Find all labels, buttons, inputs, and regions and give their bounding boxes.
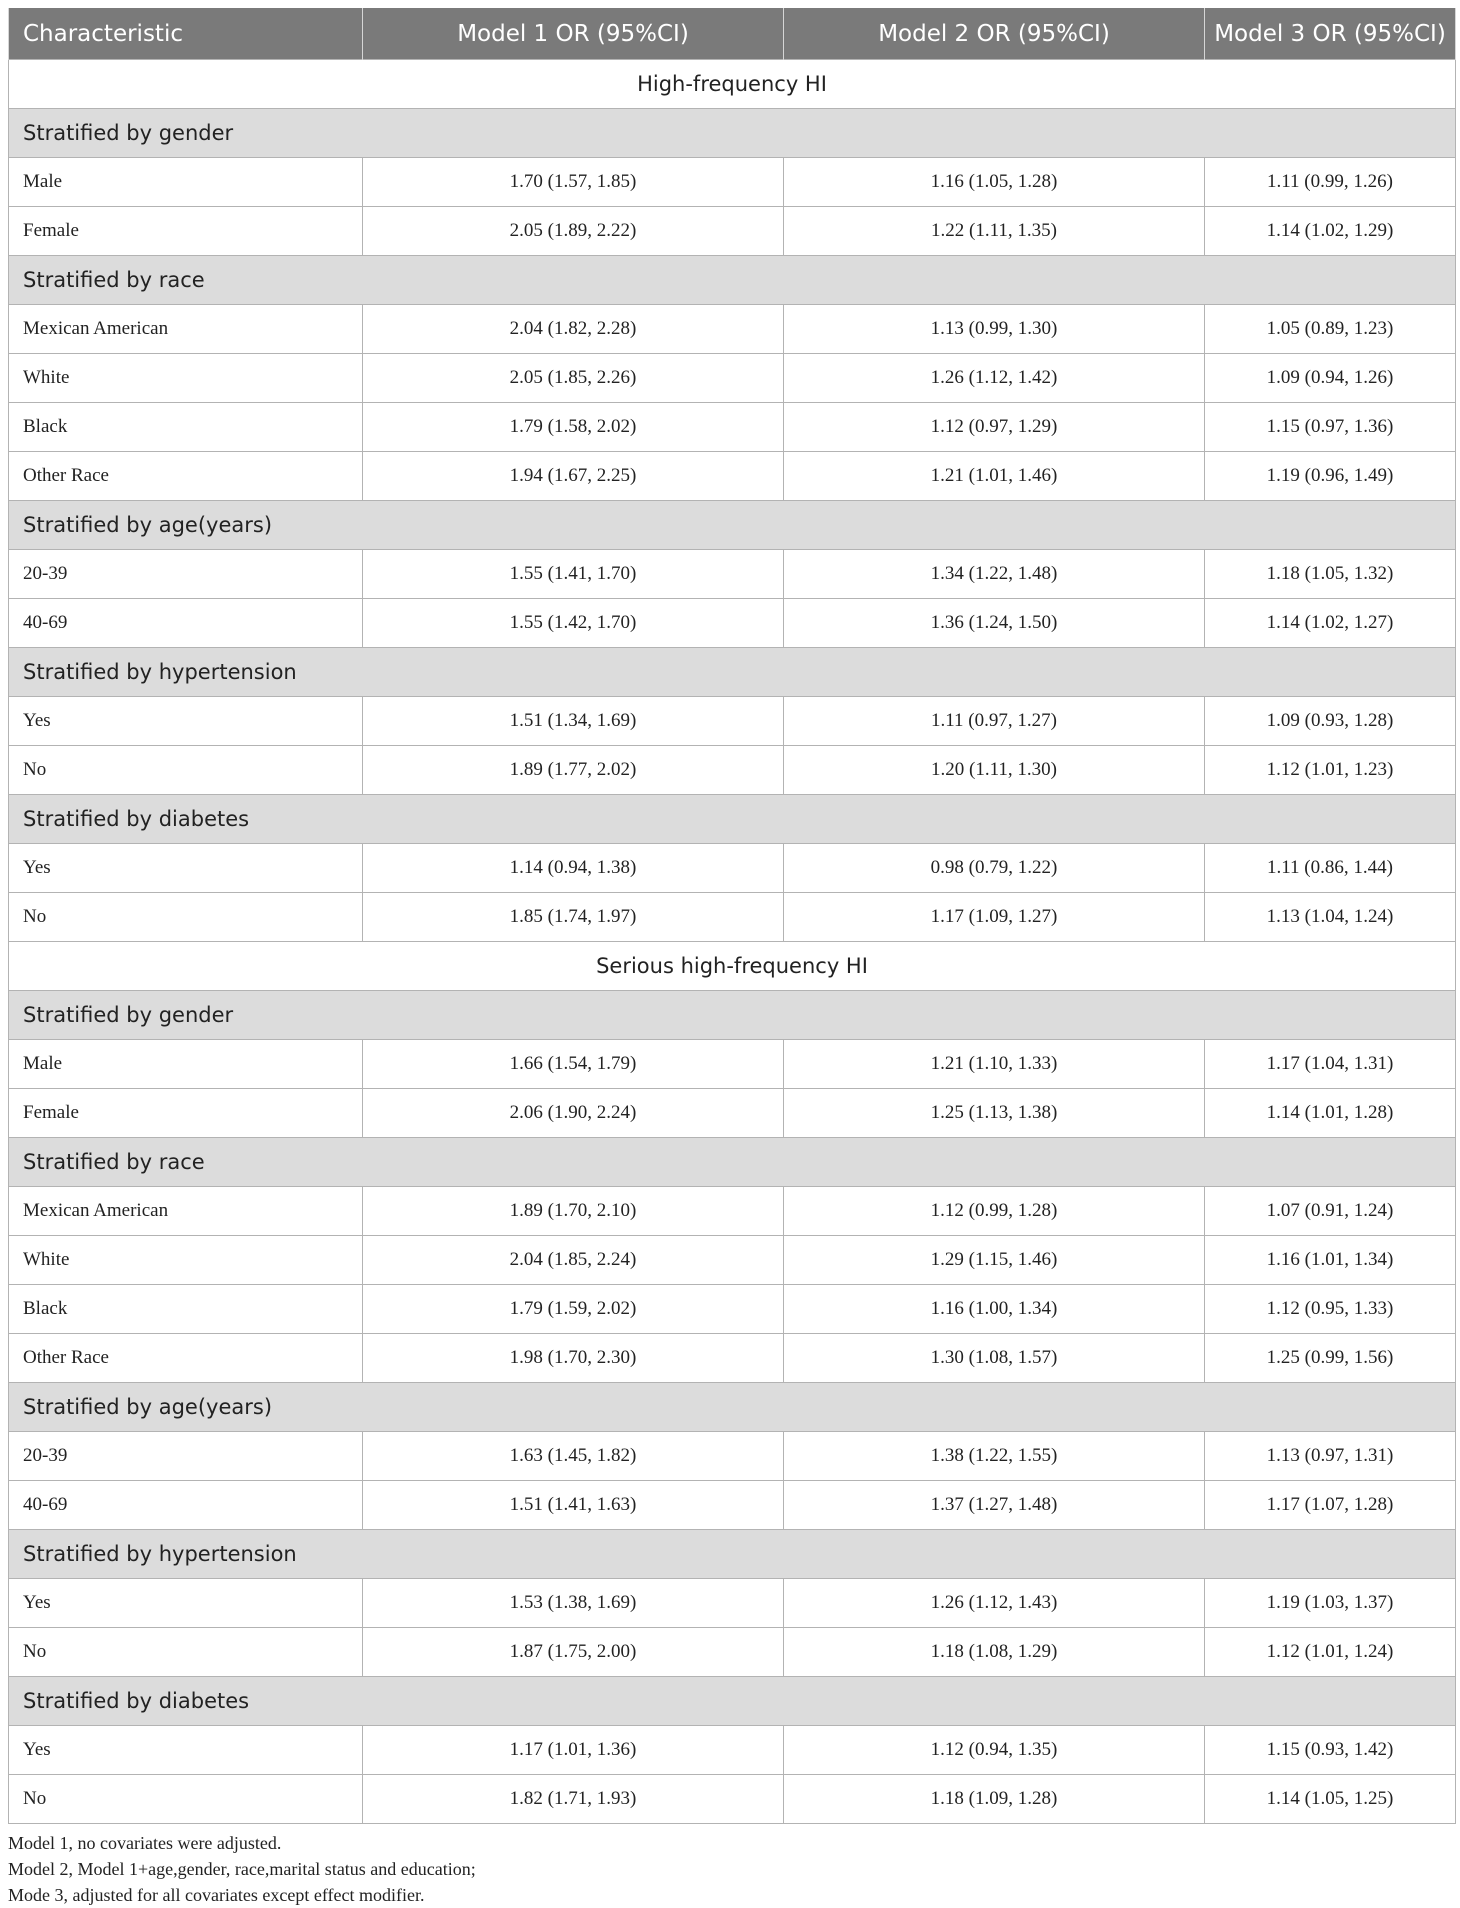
row-label: White (9, 1236, 363, 1285)
model-2-value: 1.16 (1.05, 1.28) (784, 158, 1205, 207)
model-1-value: 1.94 (1.67, 2.25) (363, 452, 784, 501)
header-model-2: Model 2 OR (95%CI) (784, 8, 1205, 60)
section-row (9, 942, 1456, 991)
model-1-value: 1.51 (1.34, 1.69) (363, 697, 784, 746)
table-row (9, 1628, 1456, 1677)
model-2-value: 1.30 (1.08, 1.57) (784, 1334, 1205, 1383)
section-row (9, 60, 1456, 109)
row-label: Female (9, 207, 363, 256)
table-row (9, 599, 1456, 648)
model-1-value: 2.05 (1.89, 2.22) (363, 207, 784, 256)
table-row (9, 697, 1456, 746)
row-label: Female (9, 1089, 363, 1138)
model-2-value: 1.37 (1.27, 1.48) (784, 1481, 1205, 1530)
group-label: Stratified by hypertension (9, 648, 1456, 697)
model-2-value: 1.13 (0.99, 1.30) (784, 305, 1205, 354)
model-2-value: 1.18 (1.08, 1.29) (784, 1628, 1205, 1677)
group-row (9, 1138, 1456, 1187)
model-1-value: 1.79 (1.58, 2.02) (363, 403, 784, 452)
table-row (9, 1481, 1456, 1530)
table-container (8, 8, 1455, 1908)
model-3-value: 1.05 (0.89, 1.23) (1205, 305, 1456, 354)
model-2-value: 1.11 (0.97, 1.27) (784, 697, 1205, 746)
model-3-value: 1.14 (1.02, 1.27) (1205, 599, 1456, 648)
model-3-value: 1.14 (1.01, 1.28) (1205, 1089, 1456, 1138)
table-header (9, 8, 1456, 60)
results-table (8, 8, 1456, 1824)
row-label: No (9, 746, 363, 795)
model-1-value: 1.89 (1.70, 2.10) (363, 1187, 784, 1236)
section-title: Serious high-frequency HI (9, 942, 1456, 991)
model-3-value: 1.15 (0.93, 1.42) (1205, 1726, 1456, 1775)
group-row (9, 795, 1456, 844)
group-label: Stratified by hypertension (9, 1530, 1456, 1579)
table-row (9, 1334, 1456, 1383)
model-1-value: 1.87 (1.75, 2.00) (363, 1628, 784, 1677)
model-1-value: 2.04 (1.85, 2.24) (363, 1236, 784, 1285)
row-label: Male (9, 158, 363, 207)
model-1-value: 1.70 (1.57, 1.85) (363, 158, 784, 207)
model-2-value: 1.26 (1.12, 1.43) (784, 1579, 1205, 1628)
row-label: No (9, 893, 363, 942)
group-row (9, 991, 1456, 1040)
row-label: Male (9, 1040, 363, 1089)
table-body (9, 60, 1456, 1824)
model-1-value: 2.06 (1.90, 2.24) (363, 1089, 784, 1138)
row-label: 40-69 (9, 1481, 363, 1530)
group-label: Stratified by age(years) (9, 501, 1456, 550)
model-2-value: 1.21 (1.01, 1.46) (784, 452, 1205, 501)
model-1-value: 1.79 (1.59, 2.02) (363, 1285, 784, 1334)
group-label: Stratified by race (9, 1138, 1456, 1187)
row-label: Black (9, 1285, 363, 1334)
group-label: Stratified by gender (9, 109, 1456, 158)
header-model-1: Model 1 OR (95%CI) (363, 8, 784, 60)
row-label: White (9, 354, 363, 403)
model-2-value: 1.17 (1.09, 1.27) (784, 893, 1205, 942)
model-2-value: 1.18 (1.09, 1.28) (784, 1775, 1205, 1824)
group-label: Stratified by age(years) (9, 1383, 1456, 1432)
model-3-value: 1.25 (0.99, 1.56) (1205, 1334, 1456, 1383)
model-2-value: 1.34 (1.22, 1.48) (784, 550, 1205, 599)
model-1-value: 1.55 (1.41, 1.70) (363, 550, 784, 599)
row-label: Mexican American (9, 305, 363, 354)
row-label: 40-69 (9, 599, 363, 648)
model-3-value: 1.09 (0.94, 1.26) (1205, 354, 1456, 403)
group-row (9, 1383, 1456, 1432)
model-2-value: 1.26 (1.12, 1.42) (784, 354, 1205, 403)
row-label: No (9, 1775, 363, 1824)
table-row (9, 1040, 1456, 1089)
model-2-value: 1.20 (1.11, 1.30) (784, 746, 1205, 795)
footnote: Model 1, no covariates were adjusted. (8, 1833, 282, 1853)
model-1-value: 1.63 (1.45, 1.82) (363, 1432, 784, 1481)
model-2-value: 1.25 (1.13, 1.38) (784, 1089, 1205, 1138)
model-2-value: 1.29 (1.15, 1.46) (784, 1236, 1205, 1285)
row-label: Yes (9, 844, 363, 893)
table-row (9, 1432, 1456, 1481)
group-row (9, 1677, 1456, 1726)
model-3-value: 1.11 (0.86, 1.44) (1205, 844, 1456, 893)
model-3-value: 1.17 (1.07, 1.28) (1205, 1481, 1456, 1530)
header-row (9, 8, 1456, 60)
table-row (9, 207, 1456, 256)
group-label: Stratified by race (9, 256, 1456, 305)
model-3-value: 1.09 (0.93, 1.28) (1205, 697, 1456, 746)
model-2-value: 1.12 (0.97, 1.29) (784, 403, 1205, 452)
table-row (9, 746, 1456, 795)
group-row (9, 256, 1456, 305)
table-row (9, 1285, 1456, 1334)
table-row (9, 305, 1456, 354)
row-label: Other Race (9, 452, 363, 501)
model-2-value: 1.38 (1.22, 1.55) (784, 1432, 1205, 1481)
model-3-value: 1.19 (0.96, 1.49) (1205, 452, 1456, 501)
model-3-value: 1.14 (1.02, 1.29) (1205, 207, 1456, 256)
model-2-value: 1.21 (1.10, 1.33) (784, 1040, 1205, 1089)
model-3-value: 1.19 (1.03, 1.37) (1205, 1579, 1456, 1628)
model-1-value: 1.98 (1.70, 2.30) (363, 1334, 784, 1383)
model-3-value: 1.12 (0.95, 1.33) (1205, 1285, 1456, 1334)
group-row (9, 501, 1456, 550)
model-1-value: 1.82 (1.71, 1.93) (363, 1775, 784, 1824)
model-1-value: 1.53 (1.38, 1.69) (363, 1579, 784, 1628)
row-label: Other Race (9, 1334, 363, 1383)
model-3-value: 1.12 (1.01, 1.23) (1205, 746, 1456, 795)
footnote: Model 2, Model 1+age,gender, race,marital status and education; (8, 1859, 476, 1879)
group-label: Stratified by gender (9, 991, 1456, 1040)
model-1-value: 1.51 (1.41, 1.63) (363, 1481, 784, 1530)
model-3-value: 1.13 (1.04, 1.24) (1205, 893, 1456, 942)
group-row (9, 648, 1456, 697)
model-3-value: 1.15 (0.97, 1.36) (1205, 403, 1456, 452)
model-3-value: 1.14 (1.05, 1.25) (1205, 1775, 1456, 1824)
table-row (9, 1089, 1456, 1138)
table-row (9, 1236, 1456, 1285)
group-label: Stratified by diabetes (9, 1677, 1456, 1726)
table-row (9, 550, 1456, 599)
header-model-3: Model 3 OR (95%CI) (1205, 8, 1456, 60)
model-3-value: 1.11 (0.99, 1.26) (1205, 158, 1456, 207)
row-label: Yes (9, 697, 363, 746)
row-label: No (9, 1628, 363, 1677)
row-label: 20-39 (9, 550, 363, 599)
row-label: Black (9, 403, 363, 452)
section-title: High-frequency HI (9, 60, 1456, 109)
model-3-value: 1.07 (0.91, 1.24) (1205, 1187, 1456, 1236)
model-3-value: 1.16 (1.01, 1.34) (1205, 1236, 1456, 1285)
model-3-value: 1.17 (1.04, 1.31) (1205, 1040, 1456, 1089)
model-1-value: 1.55 (1.42, 1.70) (363, 599, 784, 648)
group-row (9, 109, 1456, 158)
table-row (9, 1726, 1456, 1775)
model-2-value: 0.98 (0.79, 1.22) (784, 844, 1205, 893)
row-label: Mexican American (9, 1187, 363, 1236)
model-3-value: 1.12 (1.01, 1.24) (1205, 1628, 1456, 1677)
model-3-value: 1.18 (1.05, 1.32) (1205, 550, 1456, 599)
model-2-value: 1.12 (0.99, 1.28) (784, 1187, 1205, 1236)
row-label: Yes (9, 1579, 363, 1628)
table-row (9, 354, 1456, 403)
model-3-value: 1.13 (0.97, 1.31) (1205, 1432, 1456, 1481)
group-label: Stratified by diabetes (9, 795, 1456, 844)
group-row (9, 1530, 1456, 1579)
table-row (9, 1579, 1456, 1628)
table-row (9, 403, 1456, 452)
table-row (9, 844, 1456, 893)
model-1-value: 1.89 (1.77, 2.02) (363, 746, 784, 795)
model-2-value: 1.12 (0.94, 1.35) (784, 1726, 1205, 1775)
header-characteristic: Characteristic (9, 8, 363, 60)
row-label: 20-39 (9, 1432, 363, 1481)
table-row (9, 1775, 1456, 1824)
row-label: Yes (9, 1726, 363, 1775)
model-2-value: 1.22 (1.11, 1.35) (784, 207, 1205, 256)
model-1-value: 1.14 (0.94, 1.38) (363, 844, 784, 893)
footnote: Mode 3, adjusted for all covariates except effect modifier. (8, 1885, 425, 1905)
model-1-value: 1.85 (1.74, 1.97) (363, 893, 784, 942)
model-1-value: 1.17 (1.01, 1.36) (363, 1726, 784, 1775)
table-row (9, 452, 1456, 501)
model-1-value: 2.04 (1.82, 2.28) (363, 305, 784, 354)
model-2-value: 1.36 (1.24, 1.50) (784, 599, 1205, 648)
table-row (9, 158, 1456, 207)
model-1-value: 2.05 (1.85, 2.26) (363, 354, 784, 403)
table-footnotes (8, 1830, 1455, 1908)
table-row (9, 1187, 1456, 1236)
model-2-value: 1.16 (1.00, 1.34) (784, 1285, 1205, 1334)
table-row (9, 893, 1456, 942)
model-1-value: 1.66 (1.54, 1.79) (363, 1040, 784, 1089)
